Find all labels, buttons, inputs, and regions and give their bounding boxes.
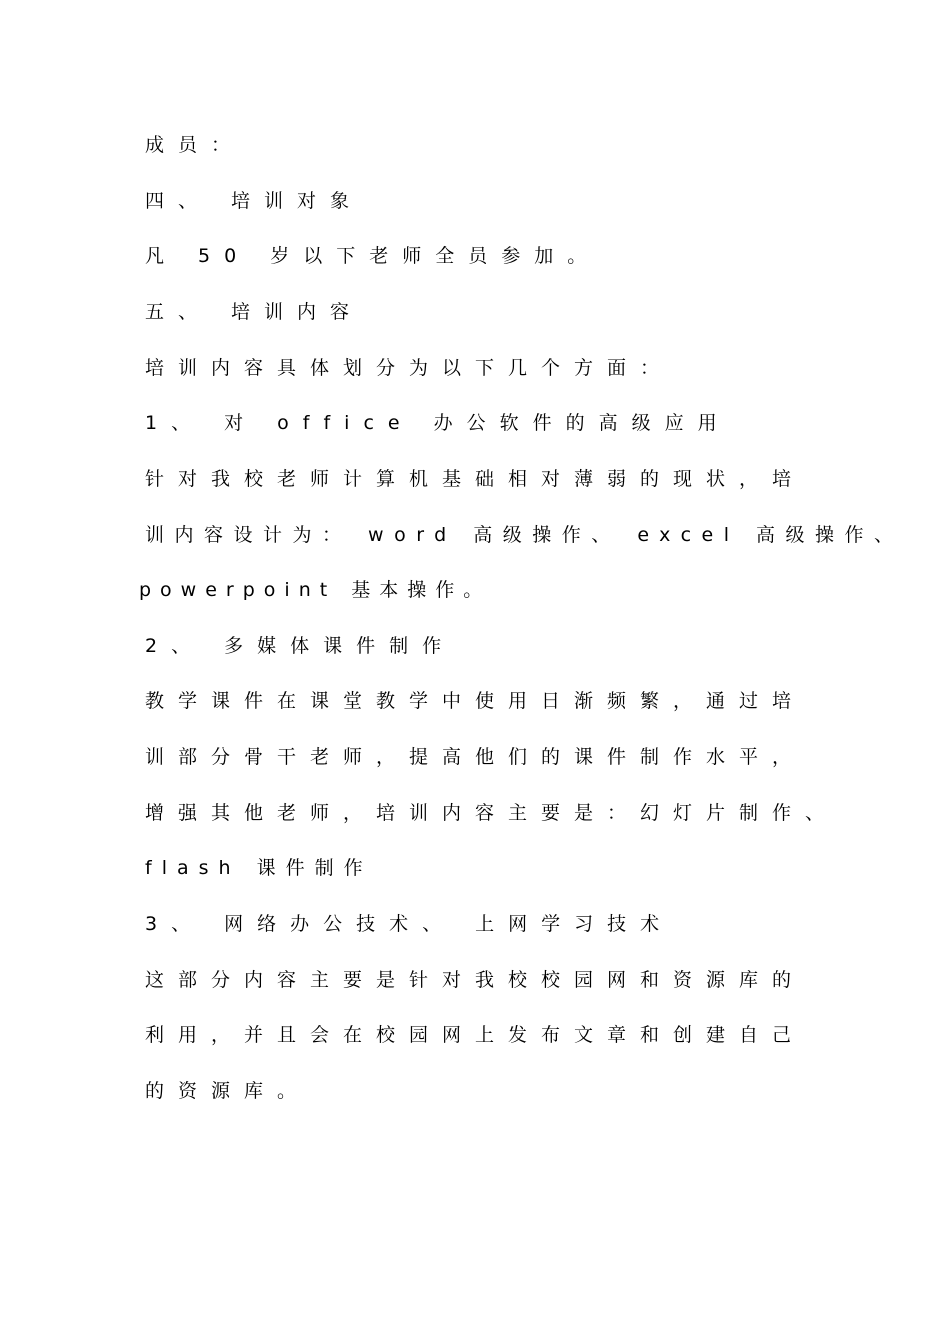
text-line-network-2: 利用，并且会在校园网上发布文章和创建自己: [145, 1024, 806, 1046]
subheading-network: 3、 网络办公技术、 上网学习技术: [145, 913, 674, 935]
heading-training-content: 五、 培训内容: [145, 301, 364, 323]
heading-training-target: 四、 培训对象: [145, 190, 364, 212]
text-line-multimedia-1: 教学课件在课堂教学中使用日渐频繁，通过培: [145, 690, 806, 712]
text-line-participants: 凡 50 岁以下老师全员参加。: [145, 245, 601, 267]
text-line-office-2: 训内容设计为： word 高级操作、 excel 高级操作、: [145, 524, 904, 546]
text-line-members: 成员：: [145, 134, 245, 156]
text-line-office-3: powerpoint 基本操作。: [139, 579, 492, 601]
text-line-network-3: 的资源库。: [145, 1080, 311, 1102]
subheading-multimedia: 2、 多媒体课件制作: [145, 635, 456, 657]
text-line-office-1: 针对我校老师计算机基础相对薄弱的现状，培: [145, 468, 806, 490]
text-line-multimedia-2: 训部分骨干老师，提高他们的课件制作水平，: [145, 746, 806, 768]
subheading-office: 1、 对 office 办公软件的高级应用: [145, 412, 731, 434]
text-line-network-1: 这部分内容主要是针对我校校园网和资源库的: [145, 969, 806, 991]
text-line-multimedia-3: 增强其他老师，培训内容主要是：幻灯片制作、: [145, 802, 839, 824]
text-line-content-intro: 培训内容具体划分为以下几个方面：: [145, 357, 674, 379]
text-line-multimedia-4: flash 课件制作: [145, 857, 373, 879]
